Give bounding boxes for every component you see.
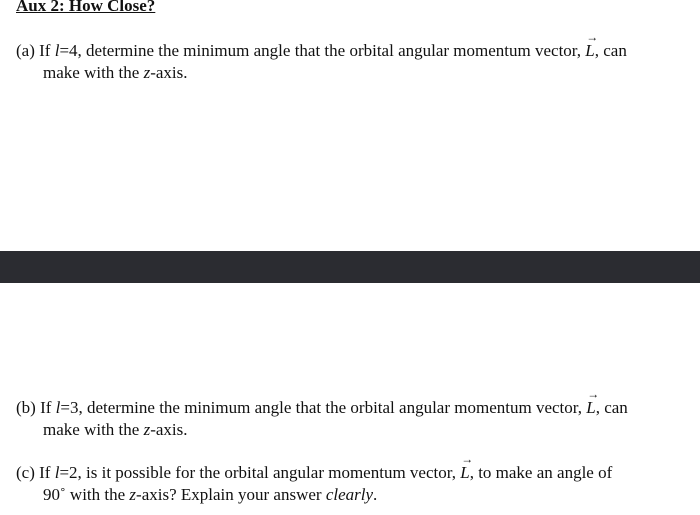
question-a-line-1 bbox=[16, 30, 688, 62]
question-c-text: If bbox=[39, 463, 55, 482]
question-b-text: =3, determine the minimum angle that the orbital angular momentum vector, bbox=[60, 398, 587, 417]
question-a-text: -axis. bbox=[150, 63, 188, 82]
question-a-text: , can bbox=[594, 41, 627, 60]
l-variable: l bbox=[54, 463, 60, 482]
question-c-line-2 bbox=[16, 484, 688, 506]
question-c-text: 90˚ with the bbox=[43, 485, 130, 504]
z-variable: z bbox=[129, 485, 137, 504]
question-b-line-2 bbox=[16, 419, 688, 441]
z-variable: z bbox=[143, 420, 151, 439]
question-c-text: , to make an angle of bbox=[469, 463, 613, 482]
question-a-text: =4, determine the minimum angle that the orbital angular momentum vector, bbox=[59, 41, 586, 60]
l-variable: l bbox=[54, 41, 60, 60]
question-c-line-1 bbox=[16, 452, 688, 484]
question-c-text: . bbox=[373, 485, 378, 504]
emphasis-clearly: clearly bbox=[325, 485, 374, 504]
question-a-line-2 bbox=[16, 62, 688, 84]
question-a-text: make with the bbox=[43, 63, 144, 82]
question-c-text: =2, is it possible for the orbital angular momentum vector, bbox=[59, 463, 461, 482]
question-b bbox=[16, 387, 688, 441]
question-c-text: -axis? Explain your answer bbox=[136, 485, 326, 504]
question-b-text: -axis. bbox=[150, 420, 188, 439]
divider-band bbox=[0, 251, 700, 283]
question-a-text: If bbox=[39, 41, 55, 60]
angular-momentum-vector bbox=[460, 452, 474, 484]
angular-momentum-vector bbox=[586, 387, 600, 419]
question-b-text: , can bbox=[595, 398, 628, 417]
l-variable: l bbox=[55, 398, 61, 417]
vector-arrow-icon: → bbox=[587, 387, 600, 401]
vector-symbol: L bbox=[460, 463, 470, 482]
question-c bbox=[16, 452, 688, 506]
question-a bbox=[16, 30, 688, 84]
vector-symbol: L bbox=[585, 41, 595, 60]
vector-arrow-icon: → bbox=[586, 30, 599, 44]
question-c-label: (c) bbox=[16, 463, 35, 482]
question-b-line-1 bbox=[16, 387, 688, 419]
question-a-label: (a) bbox=[16, 41, 35, 60]
section-heading: Aux 2: How Close? bbox=[16, 0, 156, 15]
vector-arrow-icon: → bbox=[461, 452, 474, 466]
question-b-text: If bbox=[40, 398, 56, 417]
angular-momentum-vector bbox=[585, 30, 599, 62]
z-variable: z bbox=[143, 63, 151, 82]
question-b-label: (b) bbox=[16, 398, 36, 417]
question-b-text: make with the bbox=[43, 420, 144, 439]
vector-symbol: L bbox=[586, 398, 596, 417]
